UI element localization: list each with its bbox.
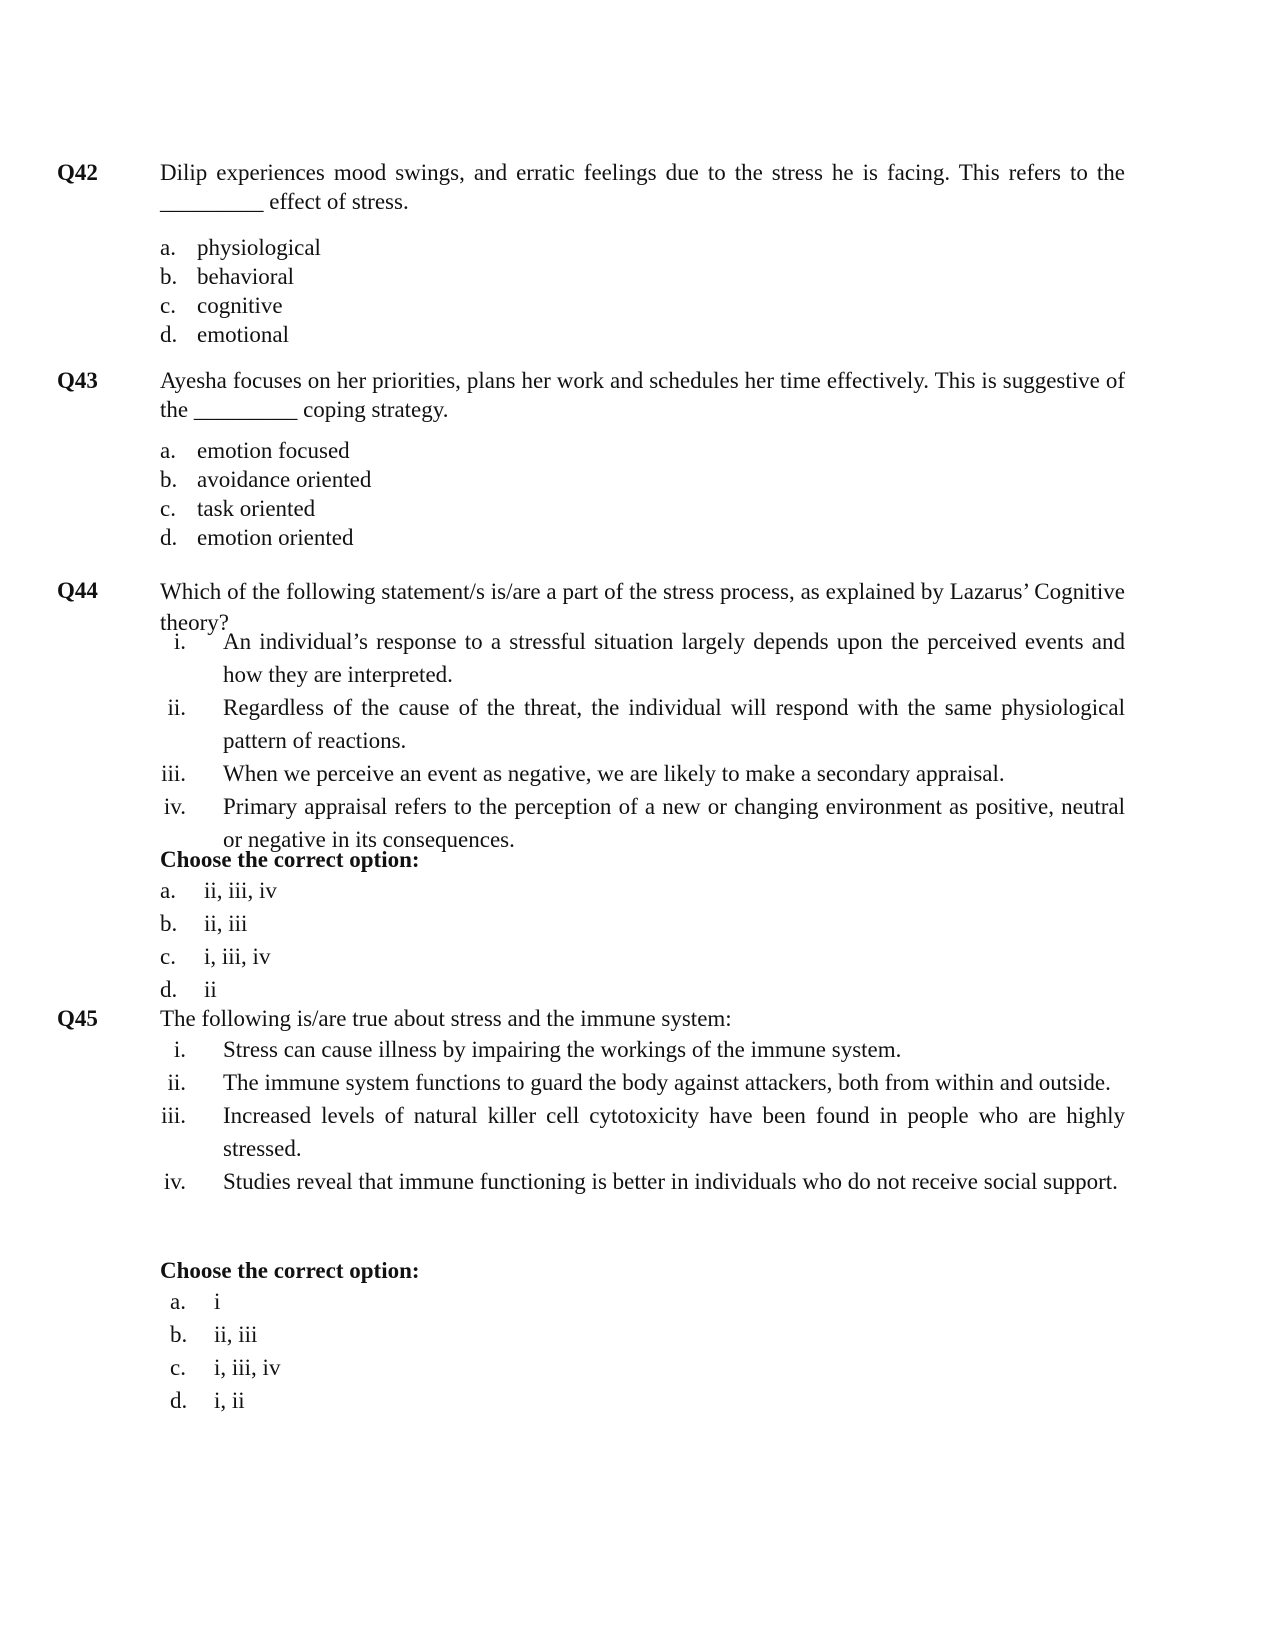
option-b: b. behavioral xyxy=(160,264,295,289)
statements-list xyxy=(150,625,1125,856)
statement-iv: iv. Primary appraisal refers to the perception of a new or changing environment as positive, neutral or negative in its consequences. xyxy=(163,794,1125,852)
option-d: d. ii xyxy=(160,977,217,1002)
options-list xyxy=(160,436,371,552)
option-c: c. cognitive xyxy=(160,293,283,318)
option-a: a. i xyxy=(170,1289,221,1314)
statement-iv: iv. Studies reveal that immune functioning is better in individuals who do not receive social support. xyxy=(163,1169,1118,1194)
statements-list xyxy=(150,1033,1125,1198)
option-a: a. emotion focused xyxy=(160,438,350,463)
statement-i: i. Stress can cause illness by impairing the workings of the immune system. xyxy=(173,1037,902,1062)
option-b: b. ii, iii xyxy=(170,1322,258,1347)
options-list xyxy=(160,233,321,349)
question-number: Q43 xyxy=(57,368,98,393)
statement-ii: ii. The immune system functions to guard the body against attackers, both from within and outside. xyxy=(167,1070,1111,1095)
options-list xyxy=(170,1285,280,1417)
option-b: b. ii, iii xyxy=(160,911,248,936)
options-list xyxy=(160,874,277,1006)
option-d: d. emotional xyxy=(160,322,289,347)
choose-label: Choose the correct option: xyxy=(160,1258,420,1283)
option-c: c. i, iii, iv xyxy=(160,944,271,969)
option-a: a. ii, iii, iv xyxy=(160,878,277,903)
question-number: Q44 xyxy=(57,578,98,603)
statement-iii: iii. Increased levels of natural killer cell cytotoxicity have been found in people who are highly stressed. xyxy=(161,1103,1125,1161)
statement-ii: ii. Regardless of the cause of the threat, the individual will respond with the same physiological pattern of reactions. xyxy=(167,695,1125,753)
statement-iii: iii. When we perceive an event as negative, we are likely to make a secondary appraisal. xyxy=(161,761,1005,786)
question-stem: Ayesha focuses on her priorities, plans her work and schedules her time effectively. This is suggestive of the _________ coping strategy. xyxy=(160,368,1125,422)
option-d: d. emotion oriented xyxy=(160,525,354,550)
option-c: c. task oriented xyxy=(160,496,316,521)
option-d: d. i, ii xyxy=(170,1388,245,1413)
question-number: Q45 xyxy=(57,1006,98,1031)
option-b: b. avoidance oriented xyxy=(160,467,372,492)
choose-label: Choose the correct option: xyxy=(160,847,420,872)
option-a: a. physiological xyxy=(160,235,321,260)
question-number: Q42 xyxy=(57,160,98,185)
statement-i: i. An individual’s response to a stressful situation largely depends upon the perceived events and how they are interpreted. xyxy=(173,629,1125,687)
option-c: c. i, iii, iv xyxy=(170,1355,281,1380)
question-stem: Which of the following statement/s is/are a part of the stress process, as explained by Lazarus’ Cognitive theory? xyxy=(160,579,1125,635)
question-stem: The following is/are true about stress and the immune system: xyxy=(160,1006,732,1031)
question-stem: Dilip experiences mood swings, and erratic feelings due to the stress he is facing. This refers to the _________ effect of stress. xyxy=(160,160,1125,214)
